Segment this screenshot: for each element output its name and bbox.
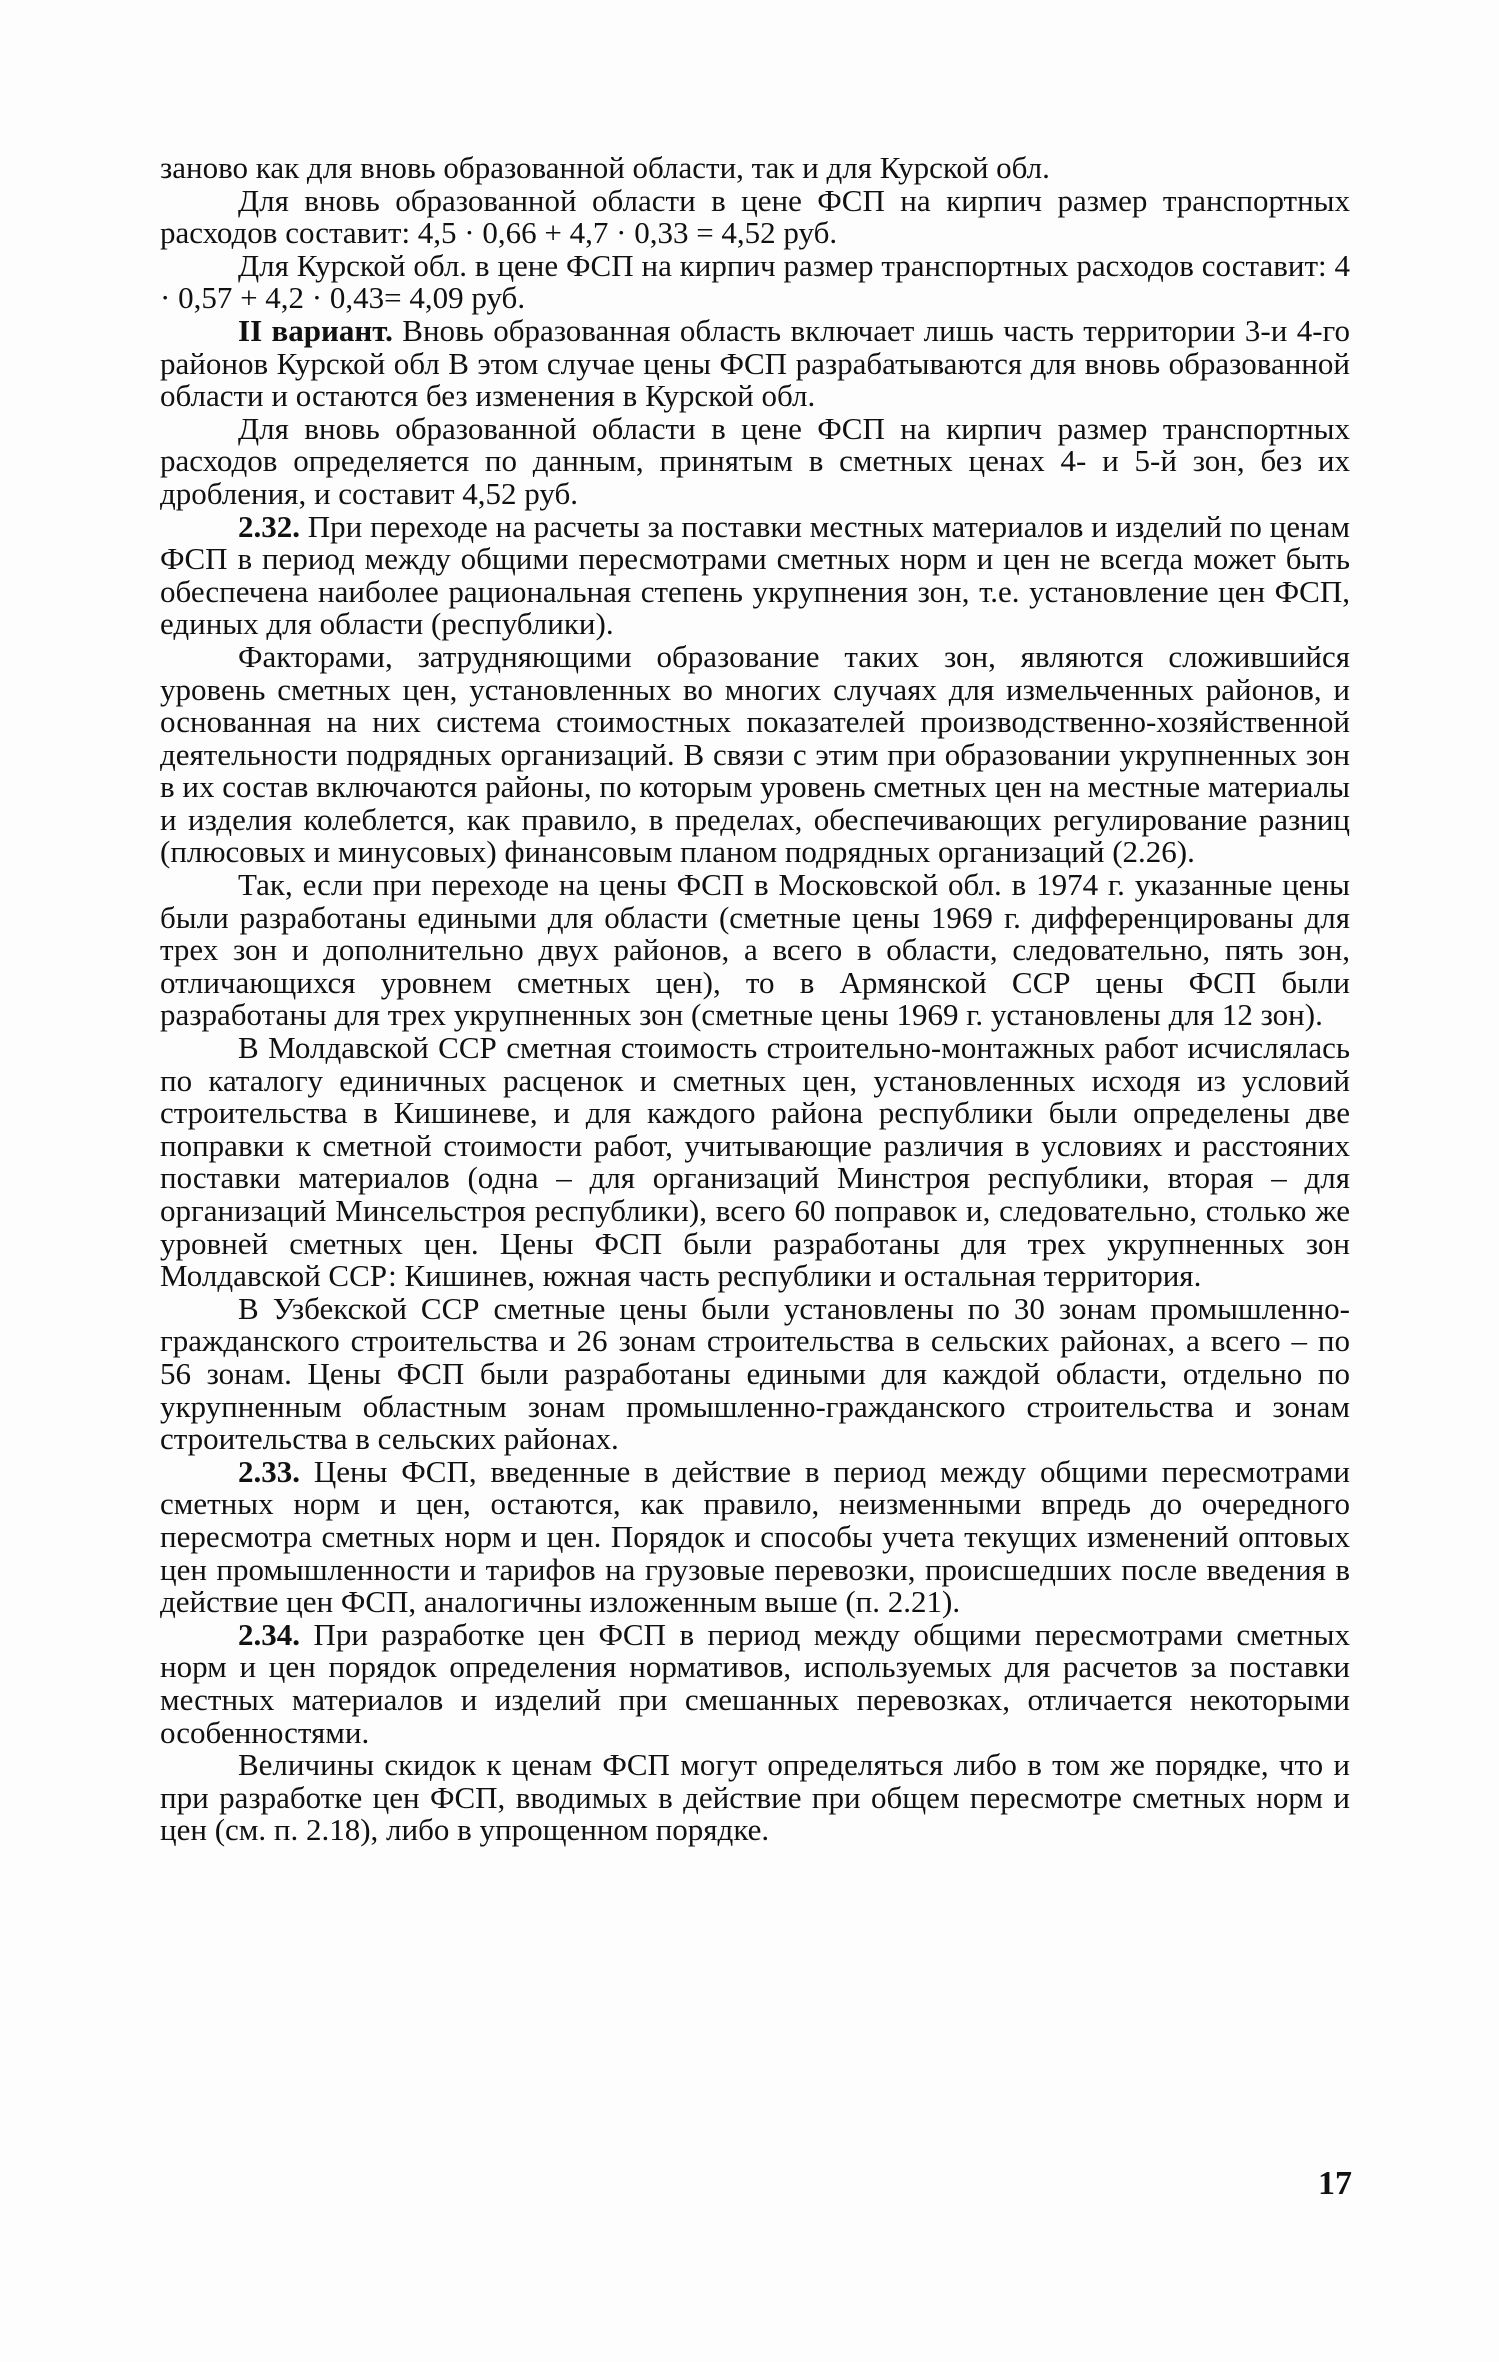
paragraph-text: Для Курской обл. в цене ФСП на кирпич размер транспортных расходов составит: 4 · 0,57 + 4,2 · 0,43= 4,09 руб. [160, 247, 1350, 316]
paragraph [160, 152, 1350, 185]
paragraph [160, 869, 1350, 1032]
paragraph [160, 312, 1350, 414]
paragraph-text: Факторами, затрудняющими образование таких зон, являются сложившийся уровень сметных цен, установленных во многих случаях для измельченных районов, и основанная на них система стоимостных показателей производственно-хозяйственной деятельности подрядных организаций. В связи с этим при образовании укрупненных зон в их состав включаются районы, по которым уровень сметных цен на местные материалы и изделия колеблется, как правило, в пределах, обеспечивающих регулирование разниц (плюсовых и минусовых) финансовым планом подрядных организаций (2.26). [160, 638, 1350, 870]
paragraph-text: Для вновь образованной области в цене ФСП на кирпич размер транспортных расходов определяется по данным, принятым в сметных ценах 4- и 5-й зон, без их дробления, и составит 4,52 руб. [160, 410, 1350, 511]
paragraph-lead: II вариант. [238, 312, 393, 348]
paragraph-text: Вновь образованная область включает лишь часть территории 3-и 4-го районов Курской обл В этом случае цены ФСП разрабатываются для вновь образованной области и остаются без изменения в Курской обл. [160, 312, 1350, 414]
paragraph-text: Так, если при переходе на цены ФСП в Московской обл. в 1974 г. указанные цены были разработаны едиными для области (сметные цены 1969 г. дифференцированы для трех зон и дополнительно двух районов, а всего в области, следовательно, пять зон, отличающихся уровнем сметных цен), то в Армянской ССР цены ФСП были разработаны для трех укрупненных зон (сметные цены 1969 г. установлены для 12 зон). [160, 867, 1350, 1033]
paragraph [160, 638, 1350, 870]
paragraph [160, 1616, 1350, 1750]
paragraph [160, 247, 1350, 316]
paragraph-text: Величины скидок к ценам ФСП могут определяться либо в том же порядке, что и при разработке цен ФСП, вводимых в действие при общем пересмотре сметных норм и цен (см. п. 2.18), либо в упрощенном порядке. [160, 1747, 1350, 1848]
paragraph-text: Цены ФСП, введенные в действие в период между общими пересмотрами сметных норм и цен, остаются, как правило, неизменными впредь до очередного пересмотра сметных норм и цен. Порядок и способы учета текущих изменений оптовых цен промышленности и тарифов на грузовые перевозки, происшедших после введения в действие цен ФСП, аналогичны изложенным выше (п. 2.21). [160, 1453, 1350, 1620]
paragraph [160, 1749, 1350, 1847]
paragraph [160, 508, 1350, 642]
body-text [160, 152, 1350, 1847]
paragraph [160, 1453, 1350, 1620]
paragraph-text: Для вновь образованной области в цене ФСП на кирпич размер транспортных расходов составит: 4,5 · 0,66 + 4,7 · 0,33 = 4,52 руб. [160, 182, 1350, 251]
paragraph [160, 182, 1350, 251]
paragraph-text: В Молдавской ССР сметная стоимость строительно-монтажных работ исчислялась по каталогу единичных расценок и сметных цен, установленных исходя из условий строительства в Кишиневе, и для каждого района республики были определены две поправки к сметной стоимости работ, учитывающие различия в условиях и расстояних поставки материалов (одна – для организаций Минстроя республики, вторая – для организаций Минсельстроя республики), всего 60 поправок и, следовательно, столько же уровней сметных цен. Цены ФСП были разработаны для трех укрупненных зон Молдавской ССР: Кишинев, южная часть республики и остальная территория. [160, 1030, 1350, 1294]
paragraph-lead: 2.32. [238, 508, 300, 544]
paragraph-text: При переходе на расчеты за поставки местных материалов и изделий по ценам ФСП в период между общими пересмотрами сметных норм и цен не всегда может быть обеспечена наиболее рациональная степень укрупнения зон, т.е. установление цен ФСП, единых для области (республики). [160, 508, 1350, 642]
paragraph-text: заново как для вновь образованной области, так и для Курской обл. [160, 150, 1050, 185]
paragraph-lead: 2.34. [238, 1616, 300, 1652]
paragraph [160, 1290, 1350, 1457]
paragraph-lead: 2.33. [238, 1453, 300, 1489]
paragraph-text: При разработке цен ФСП в период между общими пересмотрами сметных норм и цен порядок определения нормативов, используемых для расчетов за поставки местных материалов и изделий при смешанных перевозках, отличается некоторыми особенностями. [160, 1616, 1350, 1750]
paragraph [160, 410, 1350, 511]
page-number: 17 [1318, 2165, 1352, 2202]
paragraph-text: В Узбекской ССР сметные цены были установлены по 30 зонам промышленно-гражданского строительства и 26 зонам строительства в сельских районах, а всего – по 56 зонам. Цены ФСП были разработаны едиными для каждой области, отдельно по укрупненным областным зонам промышленно-гражданского строительства и зонам строительства в сельских районах. [160, 1290, 1350, 1457]
paragraph [160, 1032, 1350, 1293]
